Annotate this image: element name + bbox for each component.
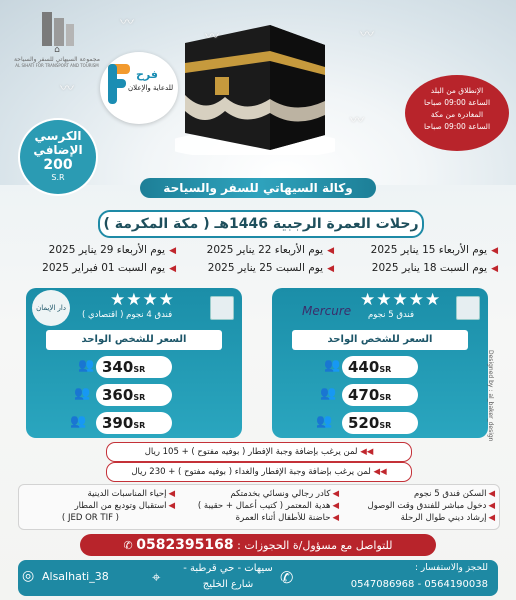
three-persons-icon: 👥 — [74, 386, 91, 401]
date-item: ◀يوم الأربعاء 15 يناير 2025 — [370, 244, 498, 256]
hotel-brand: Mercure — [302, 304, 352, 318]
footer-phone-1[interactable]: 0564190038 — [424, 579, 488, 590]
contact-label: للتواصل مع مسؤول/ة الحجوزات : — [237, 539, 393, 552]
hotel-stars: ★★★★ — [110, 290, 175, 310]
extra-breakfast-lunch: ◀◀ لمن يرغب بإضافة وجبة الإفطار والغداء ( بوفيه مفتوح ) + 230 ريال — [106, 462, 412, 482]
date-item: ◀يوم السبت 18 يناير 2025 — [371, 262, 498, 274]
extra-breakfast: ◀◀ لمن يرغب بإضافة وجبة الإفطار ( بوفيه مفتوح ) + 105 ريال — [106, 442, 412, 462]
contact-phone[interactable]: 0582395168 — [136, 537, 234, 553]
price-triple: 390SR — [96, 412, 172, 434]
price-single: 340SR — [96, 356, 172, 378]
price-triple: 520SR — [342, 412, 418, 434]
feature-item: ◀السكن فندق 5 نجوم — [414, 489, 495, 499]
extra-seat-currency: S.R — [51, 173, 65, 182]
date-item: ◀يوم السبت 25 يناير 2025 — [207, 262, 334, 274]
three-persons-icon: 👥 — [320, 386, 337, 401]
feature-item: ◀إرشاد ديني طوال الرحلة — [400, 513, 495, 523]
date-item: ◀يوم السبت 01 فبراير 2025 — [42, 262, 176, 274]
date-item: ◀يوم الأربعاء 22 يناير 2025 — [206, 244, 334, 256]
four-persons-icon: 👥 — [70, 414, 87, 429]
building-logo-icon — [12, 8, 102, 54]
hotel-stars: ★★★★★ — [360, 290, 442, 310]
arrow-icon: ◀◀ — [370, 467, 387, 477]
feature-item: ◀كادر رجالي ونسائي بخدمتكم — [230, 489, 339, 499]
farah-logo — [100, 52, 178, 124]
depart-line3: المغادرة من مكة — [430, 110, 484, 119]
hotel-desc: فندق 4 نجوم ( اقتصادي ) — [82, 310, 173, 320]
footer-bar — [18, 560, 498, 596]
features-box — [18, 484, 500, 530]
company-logo-text: مجموعة السيهاتي للسفر والسياحة — [14, 56, 100, 63]
hotel-panel-5star — [272, 288, 488, 438]
depart-line4: الساعة 09:00 صباحا — [423, 122, 491, 131]
contact-banner — [80, 534, 436, 556]
bird-icon: 〰 — [360, 27, 374, 43]
bird-icon: 〰 — [120, 15, 134, 31]
bird-icon: 〰 — [60, 81, 74, 97]
depart-line2: الساعة 09:00 صباحا — [423, 98, 491, 107]
company-logo — [12, 8, 102, 78]
kaaba-image — [175, 15, 335, 155]
price-double: 470SR — [342, 384, 418, 406]
two-persons-icon: 👥 — [324, 358, 341, 373]
location-pin-icon: ⌖ — [152, 568, 161, 586]
bird-icon: 〰 — [350, 113, 364, 129]
extra-seat-label: الكرسي الإضافي — [33, 129, 83, 157]
extra-seat-badge — [18, 118, 98, 196]
hotel-brand-logo: دار الإيمان — [32, 290, 70, 326]
svg-text:⌂: ⌂ — [54, 45, 60, 54]
price-double: 360SR — [96, 384, 172, 406]
agency-banner: وكالة السيهاتي للسفر والسياحة — [140, 178, 376, 198]
company-logo-en: AL SIHATI FOR TRANSPORT AND TOURISM — [15, 63, 99, 68]
address-line1: سيهات - حي قرطبة - — [183, 563, 273, 574]
feature-item: ( JED OR TIF ) — [61, 513, 119, 523]
hotel-desc: فندق 5 نجوم — [368, 310, 415, 320]
trip-dates — [18, 244, 498, 280]
feature-item: ◀إحياء المناسبات الدينية — [87, 489, 175, 499]
four-persons-icon: 👥 — [316, 414, 333, 429]
hotel-building-icon — [456, 296, 480, 320]
whatsapp-icon: ✆ — [123, 539, 133, 552]
inquiry-label: للحجز والاستفسار : — [415, 563, 488, 573]
depart-line1: الإنطلاق من البلد — [430, 86, 484, 95]
price-header: السعر للشخص الواحد — [292, 330, 468, 350]
footer-phones: 0547086968 - 0564190038 — [350, 579, 488, 590]
footer-phone-2[interactable]: 0547086968 — [350, 579, 415, 590]
feature-item: ◀حاضنة للأطفال أثناء العمرة — [235, 513, 339, 523]
designer-credit: Designed by : al_baker_design — [487, 350, 494, 442]
feature-item: ◀دخول مباشر للفندق وقت الوصول — [367, 501, 495, 511]
arrow-icon: ◀◀ — [357, 447, 374, 457]
address-line2: شارع الخليج — [202, 579, 254, 590]
price-single: 440SR — [342, 356, 418, 378]
feature-item: ◀استقبال وتوديع من المطار — [74, 501, 175, 511]
hotel-panel-4star — [26, 288, 242, 438]
whatsapp-icon: ✆ — [280, 568, 294, 587]
extra-seat-price: 200 — [43, 157, 73, 173]
price-header: السعر للشخص الواحد — [46, 330, 222, 350]
departure-badge — [405, 75, 509, 151]
hotel-building-icon — [210, 296, 234, 320]
instagram-handle[interactable]: Alsalhati_38 — [42, 570, 109, 583]
trips-title: رحلات العمرة الرجبية 1446هـ ( مكة المكرمة ) — [98, 210, 424, 238]
two-persons-icon: 👥 — [78, 358, 95, 373]
instagram-icon: ◎ — [22, 568, 35, 584]
date-item: ◀يوم الأربعاء 29 يناير 2025 — [48, 244, 176, 256]
bird-icon: 〰 — [205, 29, 219, 45]
farah-sub: للدعاية والإعلان — [128, 84, 174, 92]
feature-item: ◀هدية المعتمر ( كتيب أعمال + حقيبة ) — [197, 501, 339, 511]
farah-name: فرح — [136, 68, 158, 81]
